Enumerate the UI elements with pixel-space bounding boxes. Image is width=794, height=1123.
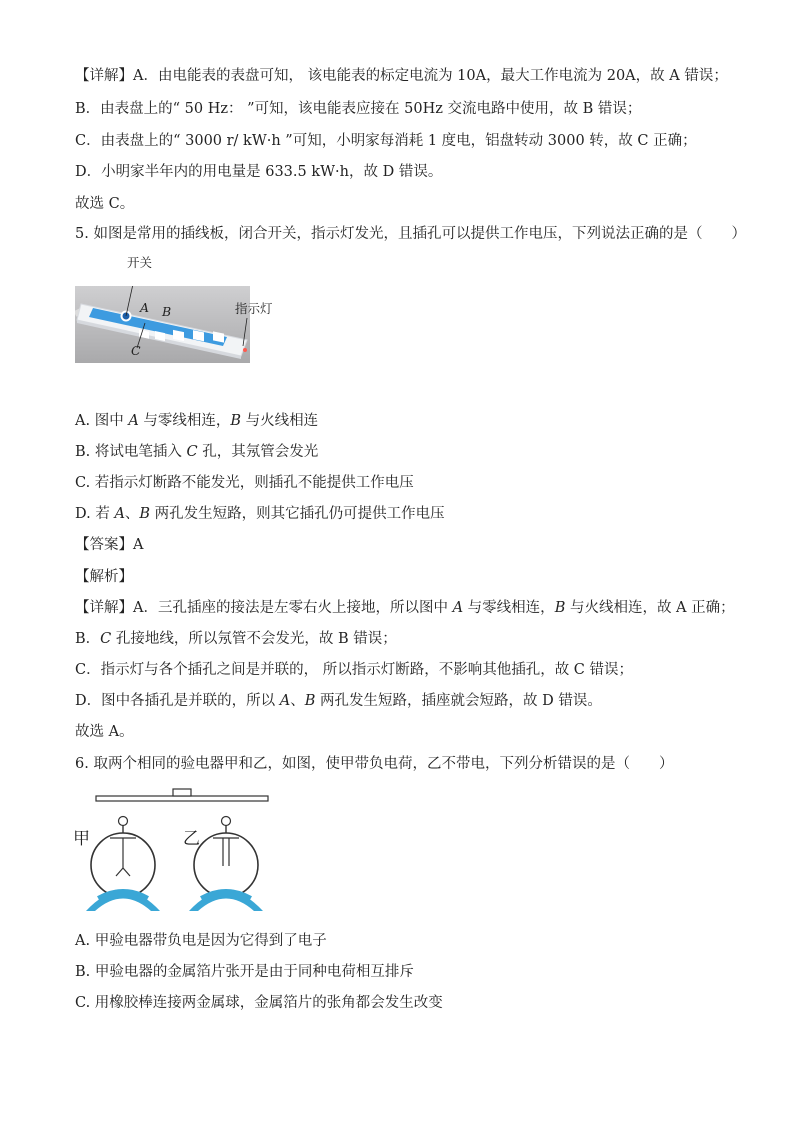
option-c: C. 若指示灯断路不能发光，则插孔不能提供工作电压 [75, 475, 414, 491]
power-strip-photo [75, 286, 250, 363]
power-strip-illustration [75, 286, 250, 363]
detail-line: B．C 孔接地线，所以氖管不会发光，故 B 错误； [75, 631, 397, 647]
electroscope-figure [70, 786, 280, 916]
answer: 【答案】A [75, 537, 144, 553]
label-c: C [131, 343, 141, 358]
label-jia: 甲 [73, 829, 90, 849]
label-a: A [140, 300, 150, 315]
option-b: B. 甲验电器的金属箔片张开是由于同种电荷相互排斥 [75, 964, 414, 980]
question-6-stem: 6. 取两个相同的验电器甲和乙，如图，使甲带负电荷，乙不带电，下列分析错误的是（ ） [75, 756, 674, 772]
detail-line: D．图中各插孔是并联的，所以 A、B 两孔发生短路，插座就会短路，故 D 错误。 [75, 693, 602, 709]
option-b: B. 将试电笔插入 C 孔，其氖管会发光 [75, 444, 319, 460]
detail-line: 故选 A。 [75, 724, 134, 740]
option-a: A. 甲验电器带负电是因为它得到了电子 [75, 933, 327, 949]
option-a: A. 图中 A 与零线相连，B 与火线相连 [75, 413, 319, 429]
detail-line: C．指示灯与各个插孔之间是并联的， 所以指示灯断路，不影响其他插孔，故 C 错误； [75, 662, 634, 678]
text-line: C．由表盘上的“ 3000 r/ kW·h ”可知，小明家每消耗 1 度电，铝盘转动 3000 转，故 C 正确； [75, 133, 697, 149]
analysis-heading: 【解析】 [75, 569, 133, 585]
electroscope-jia [86, 817, 160, 912]
electroscope-yi [189, 817, 263, 912]
label-switch: 开关 [127, 255, 153, 270]
text-line: 【详解】A．由电能表的表盘可知， 该电能表的标定电流为 10A，最大工作电流为 20A，故 A 错误； [75, 68, 728, 84]
label-b: B [162, 304, 172, 319]
text-line: B．由表盘上的“ 50 Hz： ”可知，该电能表应接在 50Hz 交流电路中使用，故 B 错误； [75, 101, 642, 117]
detail-line: 【详解】A．三孔插座的接法是左零右火上接地，所以图中 A 与零线相连，B 与火线相连，故 A 正确； [75, 600, 735, 616]
label-indicator: 指示灯 [235, 301, 273, 316]
question-5-stem: 5. 如图是常用的插线板，闭合开关，指示灯发光，且插孔可以提供工作电压，下列说法正确的是（ ） [75, 226, 746, 242]
option-d: D. 若 A、B 两孔发生短路，则其它插孔仍可提供工作电压 [75, 506, 445, 522]
text-line: 故选 C。 [75, 196, 135, 212]
label-yi: 乙 [183, 829, 200, 849]
option-c: C. 用橡胶棒连接两金属球，金属箔片的张角都会发生改变 [75, 995, 443, 1011]
text-line: D．小明家半年内的用电量是 633.5 kW·h，故 D 错误。 [75, 164, 443, 180]
